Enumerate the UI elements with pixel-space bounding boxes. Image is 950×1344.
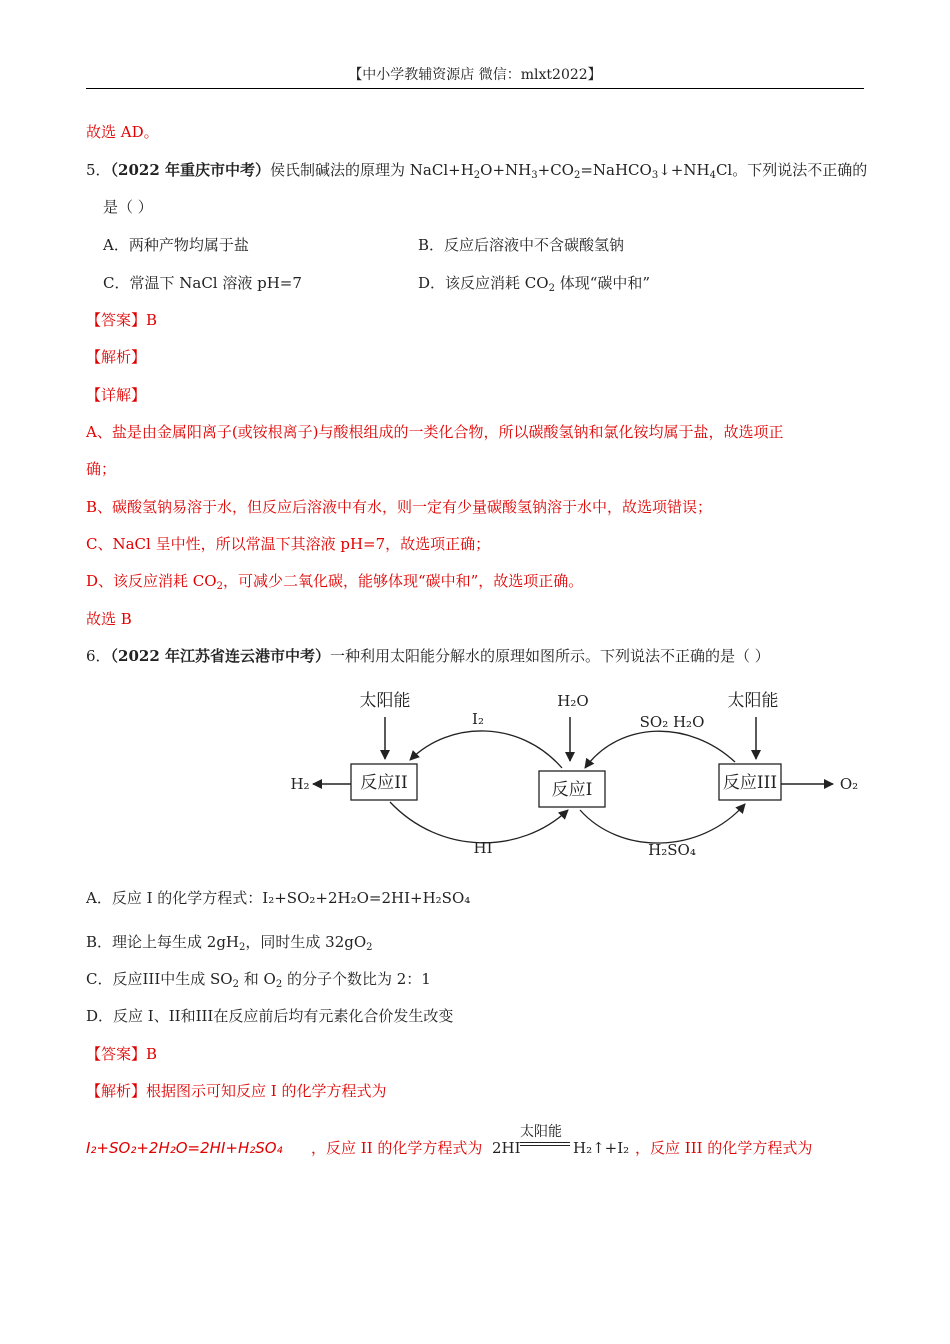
q5-answer: 【答案】B <box>86 311 158 329</box>
solar-energy-label-1: 太阳能 <box>359 691 411 711</box>
q5-detail-a-cont: 确； <box>86 460 117 478</box>
water-input-label: H₂O <box>557 692 589 710</box>
q6-number: 6． <box>86 647 111 665</box>
q6-option-b: B．理论上每生成 $2gH_2$，同时生成 $32gO_2$ <box>86 933 373 953</box>
reaction-i-label: 反应I <box>551 780 593 800</box>
reaction-iii-label: 反应III <box>722 773 778 793</box>
reaction-i-equation: I₂+SO₂+2H₂O=2HI+H₂SO₄ <box>86 1139 283 1157</box>
q5-detail-c: C、NaCl 呈中性，所以常温下其溶液 pH=7，故选项正确； <box>86 535 491 553</box>
reaction-ii-condition: 太阳能 <box>520 1124 562 1140</box>
sulfuric-acid-label: H₂SO₄ <box>648 841 696 859</box>
q5-detail-a: A、盐是由金属阳离子(或铵根离子)与酸根组成的一类化合物，所以碳酸氢钠和氯化铵均属于盐，故选项正 <box>86 423 784 441</box>
q6-option-c: C．反应III中生成 $SO_2$ 和 $O_2$ 的分子个数比为 2：1 <box>86 970 431 990</box>
q5-option-a: A．两种产物均属于盐 <box>103 236 249 254</box>
iodine-label: I₂ <box>472 710 484 728</box>
q5-stem: 5．（2022 年重庆市中考）侯氏制碱法的原理为 $NaCl+H_2O+NH_3+CO_2=NaHCO_3↓+NH_4Cl$。下列说法不正确的 <box>86 161 868 181</box>
reaction-ii-lhs: 2HI <box>492 1139 521 1157</box>
q5-detail-d: D、该反应消耗 $CO_2$，可减少二氧化碳，能够体现“碳中和”，故选项正确。 <box>86 572 584 592</box>
q6-answer: 【答案】B <box>86 1045 158 1063</box>
q5-detail-label: 【详解】 <box>86 386 147 404</box>
q6-option-d: D．反应 I、II和III在反应前后均有元素化合价发生改变 <box>86 1007 454 1025</box>
q5-stem-line2: 是（ ） <box>103 198 153 216</box>
q5-option-d: D．该反应消耗 $CO_2$ 体现“碳中和” <box>418 274 651 294</box>
q6-analysis: 【解析】根据图示可知反应 I 的化学方程式为 <box>86 1082 387 1100</box>
reaction-ii-intro: ，反应 II 的化学方程式为 <box>311 1139 483 1157</box>
oxygen-output-label: O₂ <box>839 775 859 793</box>
q5-option-b: B．反应后溶液中不含碳酸氢钠 <box>418 236 625 254</box>
q5-source: （2022 年重庆市中考） <box>110 161 271 179</box>
reaction-ii-label: 反应II <box>360 773 408 793</box>
q4-conclusion: 故选 AD。 <box>86 123 159 141</box>
q6-stem: 6．（2022 年江苏省连云港市中考）一种利用太阳能分解水的原理如图所示。下列说法不正确的是（ ） <box>86 647 770 665</box>
solar-energy-label-2: 太阳能 <box>727 691 779 711</box>
hydrogen-output-label: H₂ <box>290 775 310 793</box>
hi-label: HI <box>473 839 493 857</box>
so2-h2o-label: SO₂ H₂O <box>639 713 705 731</box>
q5-conclusion: 故选 B <box>86 610 132 628</box>
q5-number: 5． <box>86 161 111 179</box>
q5-option-c: C．常温下 NaCl 溶液 pH=7 <box>103 274 302 292</box>
solar-water-splitting-diagram <box>280 680 880 865</box>
q5-detail-b: B、碳酸氢钠易溶于水，但反应后溶液中有水，则一定有少量碳酸氢钠溶于水中，故选项错误； <box>86 498 713 516</box>
page-header: 【中小学教辅资源店 微信：mlxt2022】 <box>86 64 864 89</box>
q5-analysis-label: 【解析】 <box>86 348 147 366</box>
reaction-iii-intro: ，反应 III 的化学方程式为 <box>635 1139 813 1157</box>
q6-source: （2022 年江苏省连云港市中考） <box>110 647 331 665</box>
q6-equation-line <box>86 1124 876 1168</box>
q6-option-a: A．反应 I 的化学方程式：I₂+SO₂+2H₂O=2HI+H₂SO₄ <box>86 889 471 907</box>
reaction-ii-equals <box>520 1142 570 1146</box>
reaction-ii-rhs: H₂↑+I₂ <box>573 1139 630 1157</box>
